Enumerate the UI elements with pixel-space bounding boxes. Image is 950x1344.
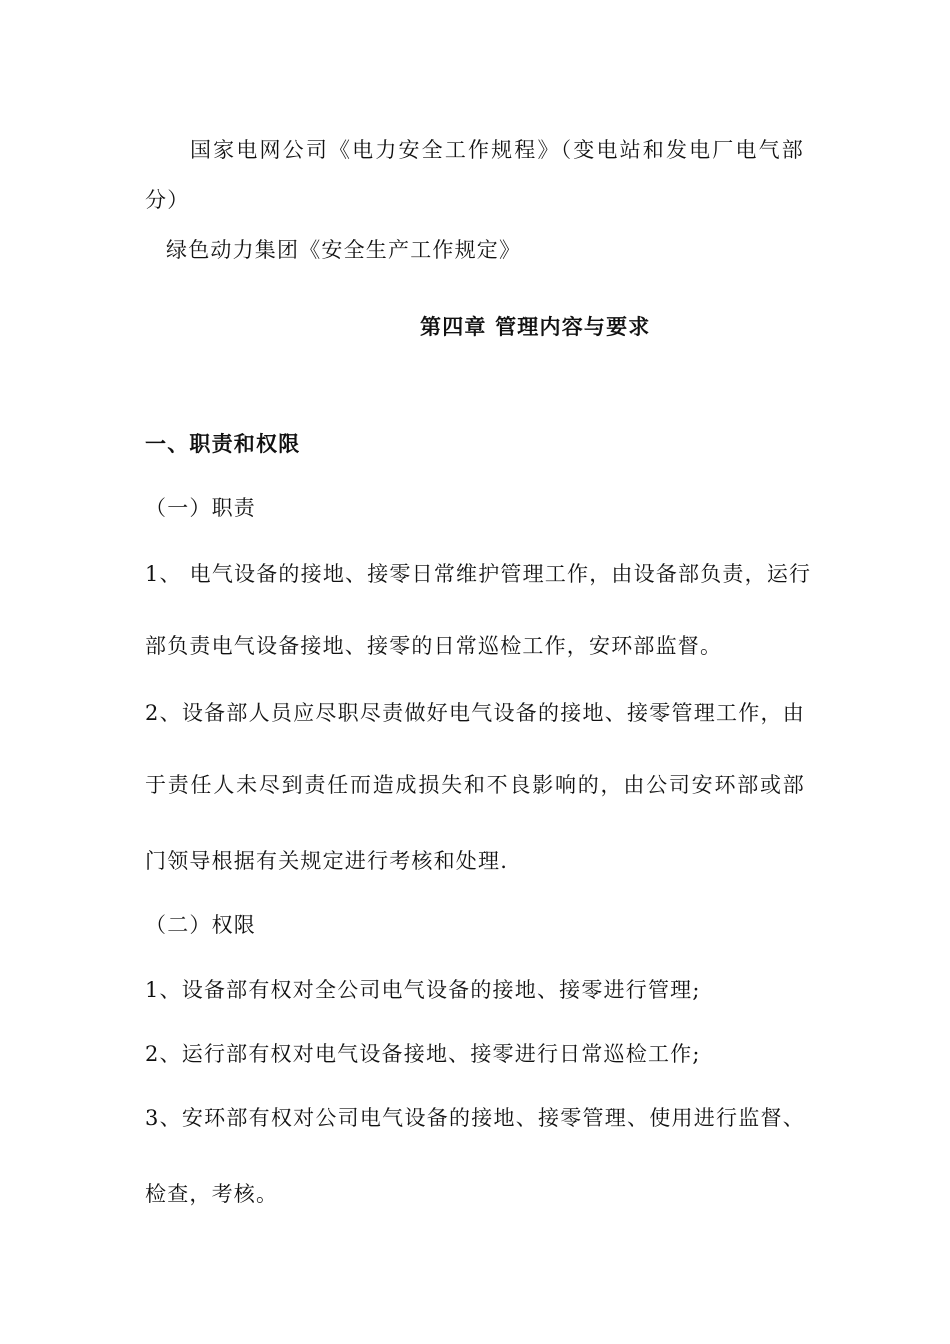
reference-1-line-1: 国家电网公司《电力安全工作规程》（变电站和发电厂电气部 xyxy=(190,138,804,162)
authority-item-3-line-1: 3、安环部有权对公司电气设备的接地、接零管理、使用进行监督、 xyxy=(145,1106,805,1130)
authority-item-1: 1、设备部有权对全公司电气设备的接地、接零进行管理; xyxy=(145,978,701,1002)
responsibility-item-2-line-3: 门领导根据有关规定进行考核和处理. xyxy=(145,849,509,873)
responsibility-item-2-line-1: 2、设备部人员应尽职尽责做好电气设备的接地、接零管理工作，由 xyxy=(145,701,805,725)
responsibility-item-1-line-2: 部负责电气设备接地、接零的日常巡检工作，安环部监督。 xyxy=(145,634,723,658)
reference-1-line-2: 分） xyxy=(145,188,190,212)
subsection-heading-responsibilities: （一）职责 xyxy=(145,496,256,520)
section-heading-responsibilities-and-authority: 一、职责和权限 xyxy=(145,431,301,456)
authority-item-3-line-2: 检查，考核。 xyxy=(145,1182,279,1206)
authority-item-2: 2、运行部有权对电气设备接地、接零进行日常巡检工作; xyxy=(145,1042,701,1066)
chapter-title: 第四章 管理内容与要求 xyxy=(420,314,651,339)
responsibility-item-1-line-1: 1、 电气设备的接地、接零日常维护管理工作，由设备部负责，运行 xyxy=(145,562,812,586)
responsibility-item-2-line-2: 于责任人未尽到责任而造成损失和不良影响的，由公司安环部或部 xyxy=(145,773,805,797)
subsection-heading-authority: （二）权限 xyxy=(145,913,256,937)
reference-2: 绿色动力集团《安全生产工作规定》 xyxy=(166,238,522,262)
